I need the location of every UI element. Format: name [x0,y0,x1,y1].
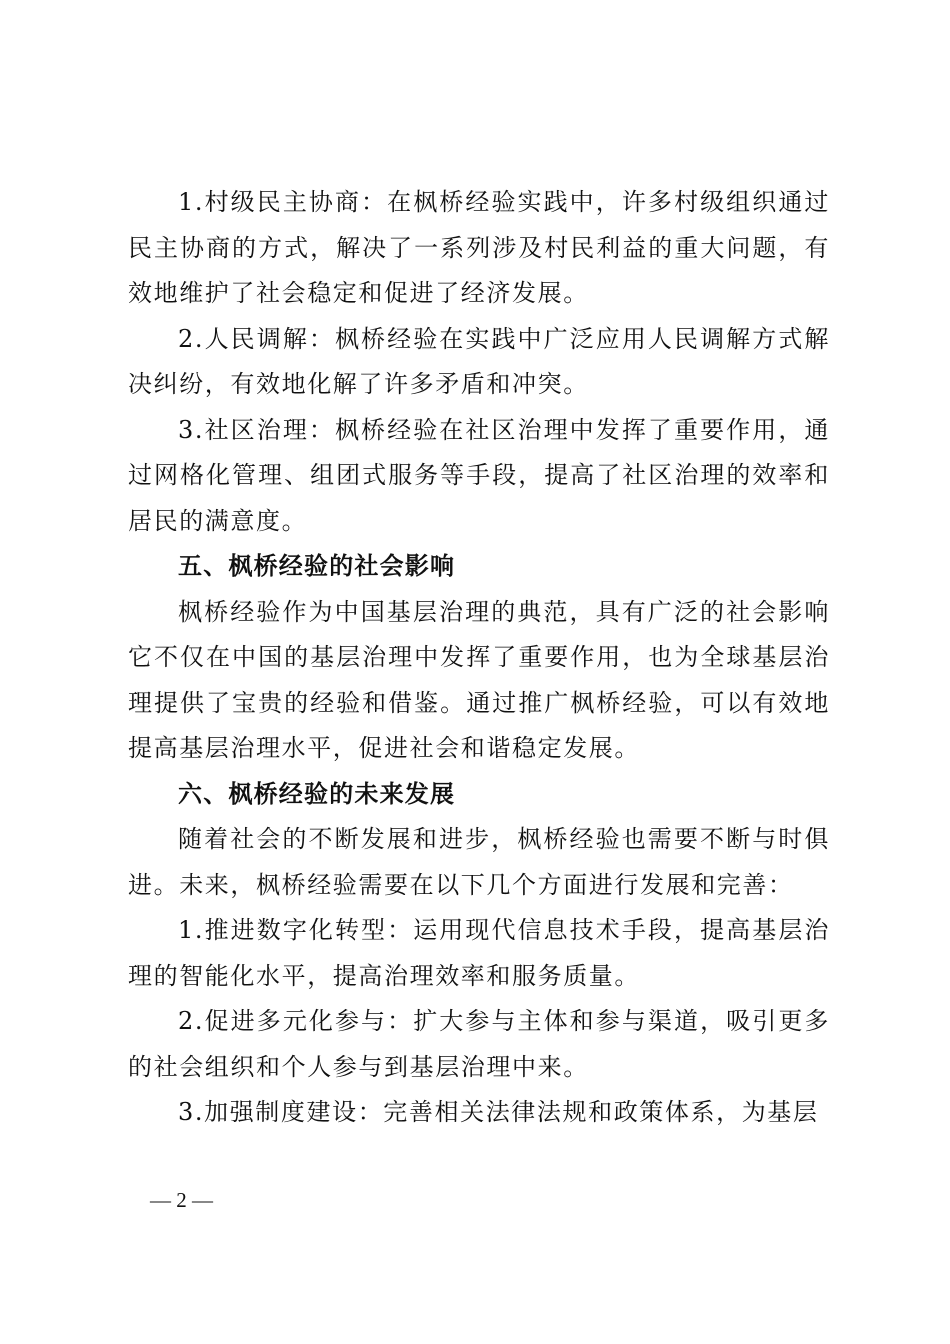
paragraph-institution-building: 3.加强制度建设：完善相关法律法规和政策体系，为基层 [178,1098,819,1126]
section-heading-social-impact: 五、枫桥经验的社会影响 [178,552,456,580]
paragraph-future-intro: 随着社会的不断发展和进步，枫桥经验也需要不断与时俱进。未来，枫桥经验需要在以下几个方面进行发展和完善： [128,825,830,899]
paragraph-digital-transformation: 1.推进数字化转型：运用现代信息技术手段，提高基层治理的智能化水平，提高治理效率和服务质量。 [128,916,830,990]
paragraph-people-mediation: 2.人民调解：枫桥经验在实践中广泛应用人民调解方式解决纠纷，有效地化解了许多矛盾和冲突。 [128,324,830,398]
paragraph-community-governance: 3.社区治理：枫桥经验在社区治理中发挥了重要作用，通过网格化管理、组团式服务等手段，提高了社区治理的效率和居民的满意度。 [128,415,830,535]
section-heading-future-development: 六、枫桥经验的未来发展 [178,779,456,808]
paragraph-diverse-participation: 2.促进多元化参与：扩大参与主体和参与渠道，吸引更多的社会组织和个人参与到基层治理中来。 [128,1007,830,1081]
paragraph-social-impact: 枫桥经验作为中国基层治理的典范，具有广泛的社会影响它不仅在中国的基层治理中发挥了重要作用，也为全球基层治理提供了宝贵的经验和借鉴。通过推广枫桥经验，可以有效地提高基层治理水平，促进社会和谐稳定发展。 [128,597,830,762]
paragraph-village-consultation: 1.村级民主协商：在枫桥经验实践中，许多村级组织通过民主协商的方式，解决了一系列涉及村民利益的重大问题，有效地维护了社会稳定和促进了经济发展。 [128,188,830,307]
page-number: — 2 — [150,1188,213,1212]
document-body [128,180,830,1136]
